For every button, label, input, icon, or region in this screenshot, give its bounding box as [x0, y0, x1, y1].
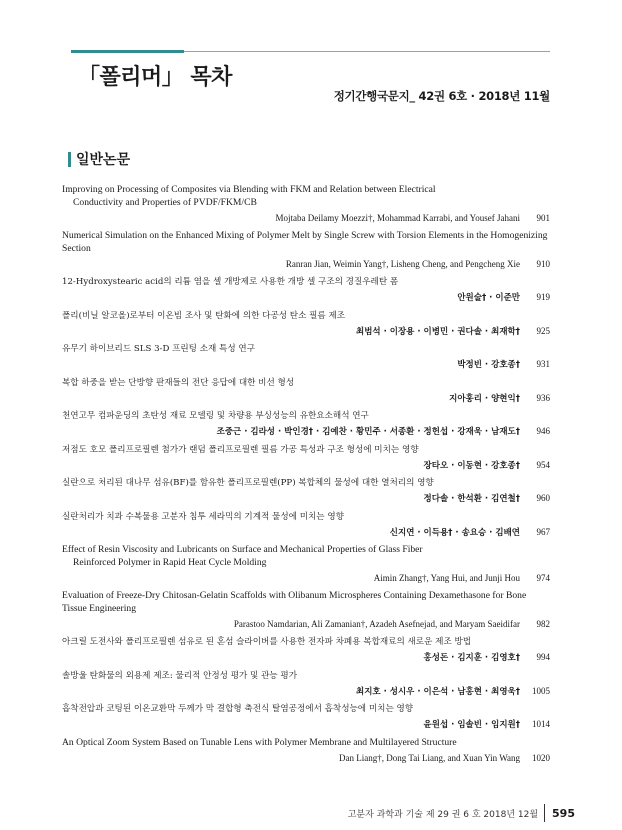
toc-entry[interactable]	[62, 440, 550, 474]
author-row	[62, 649, 550, 666]
author-row	[62, 255, 550, 272]
article-authors: Dan Liang†, Dong Tai Liang, and Xuan Yin Wang	[339, 752, 520, 763]
author-row	[62, 356, 550, 373]
article-title-line: 실란으로 처리된 대나무 섬유(BF)를 함유한 폴리프로필렌(PP) 복합체의 물성에 대한 열처리의 영향	[62, 478, 434, 488]
article-page: 946	[536, 426, 550, 436]
author-row	[62, 749, 550, 766]
article-page: 1005	[532, 685, 550, 696]
toc-entry[interactable]	[62, 540, 550, 586]
article-authors: 정다솔 · 한석환 · 김연철†	[423, 494, 520, 504]
article-authors: 홍성돈 · 김지훈 · 김영호†	[423, 653, 520, 663]
footer-divider	[544, 804, 545, 822]
article-title-line: 솔방울 탄화물의 외용제 제조: 물리적 안정성 평가 및 관능 평가	[62, 670, 298, 681]
toc-entry[interactable]	[62, 339, 550, 373]
header-rule-accent	[71, 50, 184, 53]
article-authors: Aimin Zhang†, Yang Hui, and Junji Hou	[373, 572, 520, 583]
article-page: 925	[536, 325, 550, 336]
toc-entry[interactable]	[62, 406, 550, 440]
author-row	[62, 523, 550, 540]
toc-entry[interactable]	[62, 632, 550, 666]
author-row	[62, 716, 550, 733]
toc-entry[interactable]	[62, 666, 550, 700]
toc-entry[interactable]	[62, 586, 550, 632]
page-number: 595	[552, 806, 575, 820]
author-row	[62, 490, 550, 507]
article-title[interactable]	[62, 737, 550, 750]
article-page: 954	[536, 459, 550, 470]
article-title[interactable]	[62, 276, 550, 289]
author-row	[62, 456, 550, 473]
article-title-line: Evaluation of Freeze-Dry Chitosan-Gelatin Scaffolds with Olibanum Microspheres Containing Dexamethasone for Bone Tissue Engineering	[62, 590, 527, 614]
article-title-line: 흡착전압과 코팅된 이온교환막 두께가 막 결합형 축전식 탈염공정에서 흡착성능에 미치는 영향	[62, 704, 414, 714]
toc-entry[interactable]	[62, 699, 550, 733]
author-row	[62, 615, 550, 632]
article-page: 1014	[532, 719, 550, 729]
article-page: 936	[536, 392, 550, 403]
article-title-line: Reinforced Polymer in Rapid Heat Cycle Molding	[73, 556, 267, 568]
article-authors: 지아훙리 · 양현익†	[449, 393, 520, 404]
article-title-line: Improving on Processing of Composites via Blending with FKM and Relation between Electrical	[62, 184, 436, 195]
article-authors: 최지호 · 성시우 · 이은석 · 남홍현 · 최영욱†	[355, 686, 520, 697]
article-authors: 신지연 · 이득용† · 송요승 · 김배연	[389, 527, 520, 538]
article-authors: Parastoo Namdarian, Ali Zamanian†, Azadeh Asefnejad, and Maryam Saeidifar	[233, 618, 520, 629]
article-page: 974	[536, 572, 550, 583]
article-title-line: 실란처리가 치과 수복물용 고분자 침투 세라믹의 기계적 물성에 미치는 영향	[62, 511, 344, 522]
article-authors: 조중근 · 김라성 · 박인경† · 김예찬 · 황민주 · 서종환 · 정헌섭 · 강재욱 · 남재도†	[216, 427, 520, 437]
article-page: 931	[536, 359, 550, 369]
article-title[interactable]	[62, 511, 550, 524]
article-authors: 윤원섭 · 임솔빈 · 임지원†	[423, 720, 520, 730]
article-title-line: 아크릴 도전사와 폴리프로필렌 섬유로 된 혼섬 슬라이버를 사용한 전자파 차폐용 복합재료의 새로운 제조 방법	[62, 637, 472, 647]
article-page: 960	[536, 493, 550, 503]
toc-entry[interactable]	[62, 272, 550, 306]
article-title[interactable]	[62, 636, 550, 649]
article-page: 919	[536, 292, 550, 302]
article-title[interactable]	[62, 343, 550, 356]
article-title-line: Numerical Simulation on the Enhanced Mixing of Polymer Melt by Single Screw with Torsion Elements in the Homogenizing Section	[62, 230, 548, 254]
article-title-line: 복합 하중을 받는 단방향 판재들의 전단 응답에 대한 비선 형성	[62, 377, 295, 388]
article-page: 967	[536, 526, 550, 537]
page-title: 「폴리머」 목차	[78, 65, 232, 90]
article-title[interactable]	[62, 544, 550, 569]
article-authors: 최범석 · 이장용 · 이병민 · 권다솔 · 최재학†	[355, 326, 520, 337]
toc-entry[interactable]	[62, 733, 550, 767]
article-page: 982	[536, 618, 550, 629]
article-title[interactable]	[62, 184, 550, 209]
article-title-line: 폴리(비닐 알코올)로부터 이온빔 조사 및 탄화에 의한 다공성 탄소 필름 제조	[62, 310, 346, 321]
article-title-line: Conductivity and Properties of PVDF/FKM/CB	[73, 196, 257, 208]
article-page: 1020	[532, 752, 550, 763]
article-authors: 장타오 · 이동현 · 강호종†	[423, 460, 520, 471]
article-title[interactable]	[62, 670, 550, 683]
author-row	[62, 289, 550, 306]
article-authors: Mojtaba Deilamy Moezzi†, Mohammad Karrabi, and Yousef Jahani	[275, 212, 520, 223]
article-page: 910	[536, 258, 550, 269]
article-title[interactable]	[62, 444, 550, 457]
article-title[interactable]	[62, 703, 550, 716]
footer-journal: 고분자 과학과 기술 제 29 권 6 호 2018년 12월	[347, 809, 539, 820]
author-row	[62, 322, 550, 339]
author-row	[62, 389, 550, 406]
article-title-line: An Optical Zoom System Based on Tunable Lens with Polymer Membrane and Multilayered Structure	[62, 736, 457, 748]
author-row	[62, 423, 550, 440]
table-of-contents	[62, 180, 550, 766]
author-row	[62, 209, 550, 226]
section-marker	[68, 152, 71, 167]
article-title-line: 저점도 호모 폴리프로필렌 첨가가 랜덤 폴리프로필렌 필름 가공 특성과 구조 형성에 미치는 영향	[62, 444, 419, 455]
article-title[interactable]	[62, 477, 550, 490]
article-page: 994	[536, 652, 550, 662]
toc-entry[interactable]	[62, 226, 550, 272]
toc-entry[interactable]	[62, 373, 550, 407]
article-title[interactable]	[62, 410, 550, 423]
article-title[interactable]	[62, 310, 550, 323]
toc-entry[interactable]	[62, 507, 550, 541]
article-title[interactable]	[62, 230, 550, 255]
article-title-line: 천연고무 컴파운딩의 초탄성 재료 모델링 및 차량용 부싱성능의 유한요소해석 연구	[62, 411, 369, 421]
article-title-line: Effect of Resin Viscosity and Lubricants on Surface and Mechanical Properties of Glass Fiber	[62, 544, 423, 555]
article-authors: 박정빈 · 강호종†	[457, 360, 520, 370]
article-title[interactable]	[62, 377, 550, 390]
section-title: 일반논문	[76, 152, 131, 168]
article-title-line: 유무기 하이브리드 SLS 3-D 프린팅 소재 특성 연구	[62, 344, 255, 354]
article-page: 901	[536, 212, 550, 223]
toc-entry[interactable]	[62, 180, 550, 226]
article-title[interactable]	[62, 590, 550, 615]
footer	[348, 804, 575, 822]
author-row	[62, 682, 550, 699]
article-authors: 안원술† · 이준만	[457, 293, 520, 303]
article-title-line: 12-Hydroxystearic acid의 리튬 염을 셀 개방제로 사용한 개방 셀 구조의 경질우레탄 폼	[62, 277, 399, 287]
toc-entry[interactable]	[62, 473, 550, 507]
section-heading	[68, 149, 130, 169]
article-authors: Ranran Jian, Weimin Yang†, Lisheng Cheng, and Pengcheng Xie	[285, 258, 520, 269]
author-row	[62, 569, 550, 586]
toc-entry[interactable]	[62, 306, 550, 340]
issue-info: 정기간행국문지_ 42권 6호 · 2018년 11월	[333, 89, 550, 103]
